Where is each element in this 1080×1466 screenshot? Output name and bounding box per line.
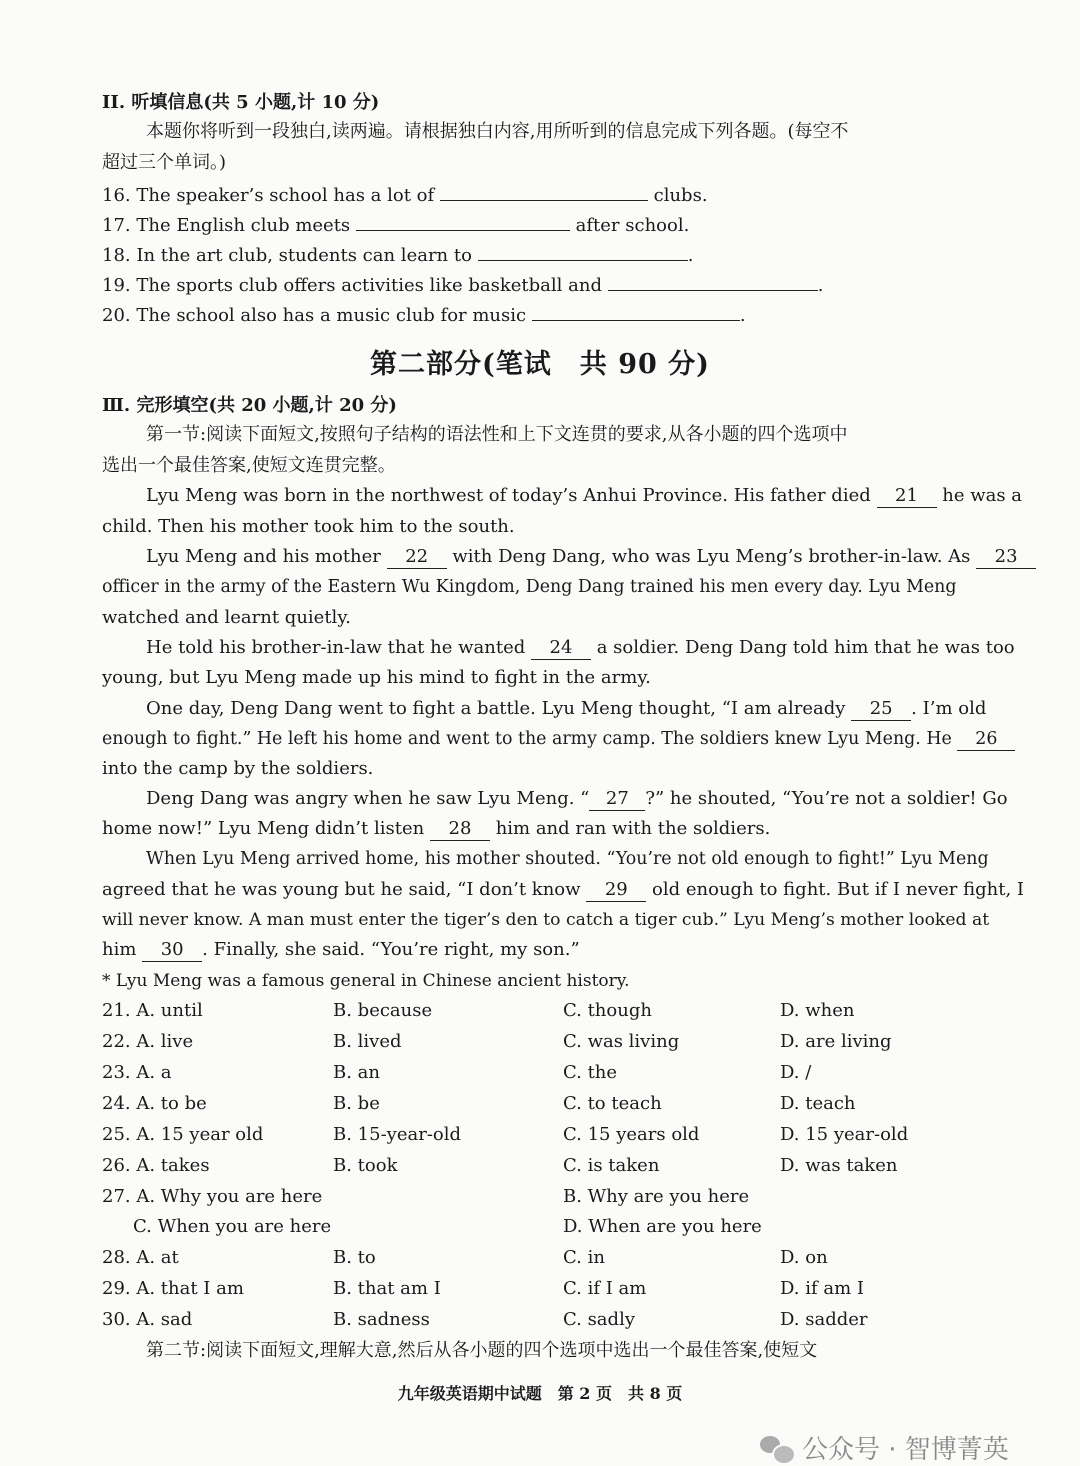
passage-line-7: young, but Lyu Meng made up his mind to fight in the army.	[102, 667, 651, 688]
option-30-a[interactable]: 30. A. sad	[102, 1309, 193, 1330]
question-18	[102, 242, 693, 267]
passage-text: him	[102, 939, 137, 960]
passage-line-2: child. Then his mother took him to the south.	[102, 516, 515, 537]
passage-line-9	[102, 728, 1015, 751]
brand-label: 公众号 · 智博菁英	[802, 1435, 1009, 1465]
passage-line-8	[146, 698, 986, 721]
option-26-a[interactable]: 26. A. takes	[102, 1155, 210, 1176]
passage-text: He told his brother-in-law that he wanted	[146, 637, 526, 658]
question-19-tail: .	[817, 275, 824, 296]
option-24-c[interactable]: C. to teach	[563, 1093, 662, 1114]
option-22-c[interactable]: C. was living	[563, 1031, 680, 1052]
option-29-a[interactable]: 29. A. that I am	[102, 1278, 244, 1299]
page-footer: 九年级英语期中试题 第 2 页 共 8 页	[397, 1384, 683, 1403]
option-28-a[interactable]: 28. A. at	[102, 1247, 179, 1268]
option-25-b[interactable]: B. 15-year-old	[333, 1124, 462, 1145]
option-24-a[interactable]: 24. A. to be	[102, 1093, 207, 1114]
question-19	[102, 272, 823, 297]
question-17-tail: after school.	[575, 215, 690, 236]
blank-23: 23	[976, 546, 1036, 569]
passage-line-12	[102, 818, 770, 841]
option-24-b[interactable]: B. be	[333, 1093, 380, 1114]
question-16-tail: clubs.	[653, 185, 708, 206]
passage-text: enough to fight.” He left his home and went to the army camp. The soldiers knew Lyu Meng. He	[102, 729, 952, 749]
part2-instruction-2: 超过三个单词。)	[102, 152, 227, 173]
passage-text: Lyu Meng was born in the northwest of today’s Anhui Province. His father died	[146, 485, 871, 506]
answer-blank-18[interactable]	[478, 242, 688, 261]
brand-watermark	[760, 1429, 1009, 1466]
blank-28: 28	[430, 818, 490, 841]
blank-21: 21	[877, 485, 937, 508]
passage-text: . I’m old	[911, 698, 987, 719]
option-28-d[interactable]: D. on	[780, 1247, 828, 1268]
passage-text: a soldier. Deng Dang told him that he was too	[596, 637, 1015, 658]
option-30-d[interactable]: D. sadder	[780, 1309, 868, 1330]
passage-text: he was a	[942, 485, 1023, 506]
question-18-tail: .	[687, 245, 694, 266]
option-21-c[interactable]: C. though	[563, 1000, 652, 1021]
option-22-a[interactable]: 22. A. live	[102, 1031, 194, 1052]
part3-sub1-instruction-2: 选出一个最佳答案,使短文连贯完整。	[102, 455, 396, 476]
part2-heading: II. 听填信息(共 5 小题,计 10 分)	[102, 92, 380, 113]
question-20-tail: .	[739, 305, 746, 326]
passage-line-13: When Lyu Meng arrived home, his mother shouted. “You’re not old enough to fight!” Lyu Meng	[146, 849, 989, 869]
passage-text: home now!” Lyu Meng didn’t listen	[102, 818, 425, 839]
option-27-b[interactable]: B. Why are you here	[563, 1186, 750, 1207]
option-24-d[interactable]: D. teach	[780, 1093, 856, 1114]
option-23-d[interactable]: D. /	[780, 1062, 812, 1083]
answer-blank-19[interactable]	[608, 272, 818, 291]
option-26-d[interactable]: D. was taken	[780, 1155, 898, 1176]
option-29-b[interactable]: B. that am I	[333, 1278, 441, 1299]
question-17	[102, 212, 689, 237]
question-20	[102, 302, 746, 327]
blank-22: 22	[387, 546, 447, 569]
question-17-text: 17. The English club meets	[102, 215, 351, 236]
part3-sub1-instruction-1: 第一节:阅读下面短文,按照句子结构的语法性和上下文连贯的要求,从各小题的四个选项中	[146, 424, 848, 445]
option-28-c[interactable]: C. in	[563, 1247, 605, 1268]
wechat-icon	[760, 1434, 794, 1462]
passage-line-16	[102, 939, 580, 962]
answer-blank-17[interactable]	[356, 212, 570, 231]
blank-26: 26	[957, 728, 1015, 751]
option-25-c[interactable]: C. 15 years old	[563, 1124, 700, 1145]
blank-30: 30	[142, 939, 202, 962]
passage-line-6	[146, 637, 1015, 660]
option-25-a[interactable]: 25. A. 15 year old	[102, 1124, 264, 1145]
passage-line-10: into the camp by the soldiers.	[102, 758, 374, 779]
answer-blank-20[interactable]	[532, 302, 740, 321]
passage-line-1	[146, 485, 1022, 508]
option-27-d[interactable]: D. When are you here	[563, 1216, 762, 1237]
option-21-a[interactable]: 21. A. until	[102, 1000, 203, 1021]
passage-line-11	[146, 788, 1008, 811]
option-30-c[interactable]: C. sadly	[563, 1309, 635, 1330]
option-28-b[interactable]: B. to	[333, 1247, 376, 1268]
blank-29: 29	[586, 879, 646, 902]
option-25-d[interactable]: D. 15 year-old	[780, 1124, 909, 1145]
option-29-c[interactable]: C. if I am	[563, 1278, 647, 1299]
part2-instruction-1: 本题你将听到一段独白,读两遍。请根据独白内容,用所听到的信息完成下列各题。(每空不	[146, 121, 849, 142]
passage-text: old enough to fight. But if I never fight, I	[652, 879, 1025, 900]
option-23-b[interactable]: B. an	[333, 1062, 380, 1083]
option-21-d[interactable]: D. when	[780, 1000, 855, 1021]
option-23-c[interactable]: C. the	[563, 1062, 618, 1083]
passage-text: ?” he shouted, “You’re not a soldier! Go	[645, 788, 1008, 809]
option-21-b[interactable]: B. because	[333, 1000, 433, 1021]
option-22-d[interactable]: D. are living	[780, 1031, 892, 1052]
part3-heading: Ⅲ. 完形填空(共 20 小题,计 20 分)	[102, 395, 397, 416]
passage-text: Lyu Meng and his mother	[146, 546, 381, 567]
passage-line-3	[146, 546, 1036, 569]
option-23-a[interactable]: 23. A. a	[102, 1062, 172, 1083]
passage-text: . Finally, she said. “You’re right, my son.”	[202, 939, 580, 960]
blank-25: 25	[851, 698, 911, 721]
option-22-b[interactable]: B. lived	[333, 1031, 402, 1052]
section-title: 第二部分(笔试 共 90 分)	[370, 349, 710, 380]
passage-text: agreed that he was young but he said, “I don’t know	[102, 879, 581, 900]
option-29-d[interactable]: D. if am I	[780, 1278, 865, 1299]
option-30-b[interactable]: B. sadness	[333, 1309, 430, 1330]
question-16-text: 16. The speaker’s school has a lot of	[102, 185, 435, 206]
question-18-text: 18. In the art club, students can learn to	[102, 245, 472, 266]
part3-sub2-instruction: 第二节:阅读下面短文,理解大意,然后从各小题的四个选项中选出一个最佳答案,使短文	[146, 1340, 818, 1361]
question-19-text: 19. The sports club offers activities like basketball and	[102, 275, 602, 296]
option-27-c[interactable]: C. When you are here	[133, 1216, 332, 1237]
passage-text: One day, Deng Dang went to fight a battle. Lyu Meng thought, “I am already	[146, 698, 846, 719]
passage-text: with Deng Dang, who was Lyu Meng’s brother-in-law. As	[452, 546, 971, 567]
passage-text: Deng Dang was angry when he saw Lyu Meng. “	[146, 788, 590, 809]
answer-blank-16[interactable]	[440, 182, 648, 201]
passage-line-15: will never know. A man must enter the tiger’s den to catch a tiger cub.” Lyu Meng’s mother looked at	[102, 910, 990, 930]
blank-27: 27	[589, 788, 645, 811]
footnote: * Lyu Meng was a famous general in Chinese ancient history.	[102, 971, 630, 991]
option-26-c[interactable]: C. is taken	[563, 1155, 660, 1176]
blank-24: 24	[531, 637, 591, 660]
passage-text: him and ran with the soldiers.	[495, 818, 771, 839]
question-20-text: 20. The school also has a music club for music	[102, 305, 527, 326]
question-16	[102, 182, 708, 207]
passage-line-5: watched and learnt quietly.	[102, 607, 351, 628]
option-27-a[interactable]: 27. A. Why you are here	[102, 1186, 323, 1207]
passage-line-14	[102, 879, 1024, 902]
option-26-b[interactable]: B. took	[333, 1155, 398, 1176]
passage-line-4: officer in the army of the Eastern Wu Kingdom, Deng Dang trained his men every day. Lyu Meng	[102, 577, 957, 597]
